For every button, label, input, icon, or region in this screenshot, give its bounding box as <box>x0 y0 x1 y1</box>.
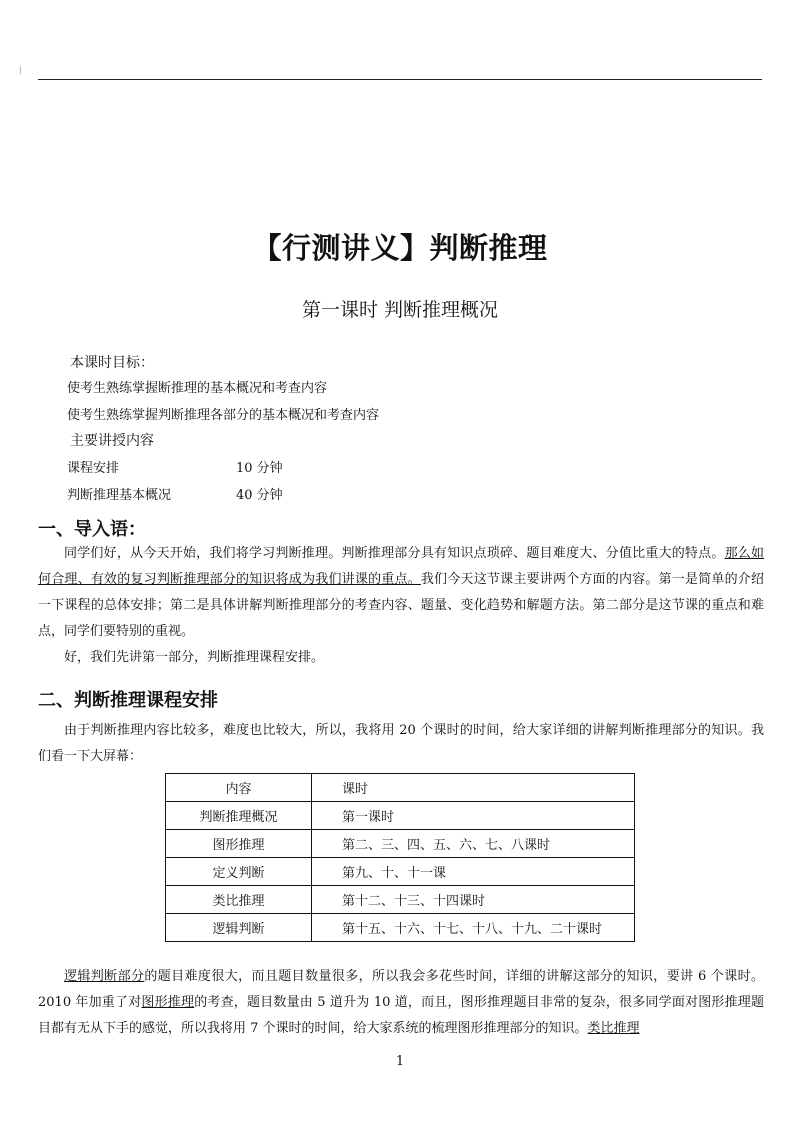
underlined-text: 那么如何合理、有效的复习判断推理部分的知识将成为我们讲课的重点。 <box>38 546 764 587</box>
intro-paragraph <box>38 541 764 645</box>
text-run: 同学们好，从今天开始，我们将学习判断推理。判断推理部分具有知识点琐碎、题目难度大、分值比重大的特点。 <box>64 546 725 561</box>
table-cell: 逻辑判断 <box>166 914 312 942</box>
lesson-subtitle: 第一课时 判断推理概况 <box>301 299 499 321</box>
underlined-text: 类比推理 <box>587 1021 640 1036</box>
course-explanation-paragraph <box>38 964 764 1042</box>
underlined-text: 图形推理 <box>141 995 195 1010</box>
table-cell: 定义判断 <box>166 858 312 886</box>
table-header: 内容 <box>166 774 312 802</box>
text-run: 的题目难度很大，而且题目数量很多，所以我会多花些时间，详细的讲解这部分的知识，要讲 6 个课时。2010 年加重了对 <box>38 969 764 1010</box>
header-rule <box>38 79 762 80</box>
section-heading-schedule: 二、判断推理课程安排 <box>38 690 218 711</box>
intro-paragraphs <box>38 541 764 671</box>
text-run: 我们今天这节课主要讲两个方面的内容。第一是简单的介绍一下课程的总体安排；第二是具体讲解判断推理部分的考查内容、题量、变化趋势和解题方法。第二部分是这节课的重点和难点，同学们要特别的重视。 <box>38 572 764 639</box>
table-row <box>166 914 635 942</box>
schedule-time: 40 分钟 <box>236 488 283 503</box>
schedule-intro <box>38 718 764 770</box>
table-cell: 类比推理 <box>166 886 312 914</box>
intro-paragraph: 好，我们先讲第一部分，判断推理课程安排。 <box>64 650 325 665</box>
schedule-item: 判断推理基本概况 <box>67 488 172 503</box>
table-cell: 第十二、十三、十四课时 <box>312 886 635 914</box>
table-header-row <box>166 774 635 802</box>
table-cell: 第十五、十六、十七、十八、十九、二十课时 <box>312 914 635 942</box>
table-header: 课时 <box>312 774 635 802</box>
text-run: 的考查，题目数量由 5 道升为 10 道，而且，图形推理题目非常的复杂，很多同学面对图形推理题目都有无从下手的感觉，所以我将用 7 个课时的时间，给大家系统的梳理图形推理部分的知识。 <box>38 995 765 1036</box>
table-row <box>166 830 635 858</box>
objective-item: 使考生熟练掌握判断推理各部分的基本概况和考查内容 <box>67 408 380 423</box>
schedule-time: 10 分钟 <box>236 461 283 476</box>
table-row <box>166 886 635 914</box>
objectives-heading: 本课时目标： <box>70 355 154 371</box>
page-number: 1 <box>395 1054 405 1069</box>
table-row <box>166 858 635 886</box>
document-title: 【行测讲义】判断推理 <box>252 231 548 265</box>
margin-mark <box>20 66 21 74</box>
table-cell: 第九、十、十一课 <box>312 858 635 886</box>
schedule-intro-paragraph: 由于判断推理内容比较多，难度也比较大，所以，我将用 20 个课时的时间，给大家详细的讲解判断推理部分的知识。我们看一下大屏幕： <box>38 723 764 764</box>
course-table <box>165 773 635 942</box>
section-heading-intro: 一、导入语： <box>38 519 146 540</box>
table-row <box>166 802 635 830</box>
table-cell: 第二、三、四、五、六、七、八课时 <box>312 830 635 858</box>
table-cell: 第一课时 <box>312 802 635 830</box>
schedule-item: 课程安排 <box>67 461 120 476</box>
main-content-heading: 主要讲授内容 <box>70 433 154 449</box>
objective-item: 使考生熟练掌握断推理的基本概况和考查内容 <box>67 381 328 396</box>
course-explanation <box>38 964 764 1042</box>
underlined-text: 逻辑判断部分 <box>64 969 145 984</box>
table-cell: 判断推理概况 <box>166 802 312 830</box>
table-cell: 图形推理 <box>166 830 312 858</box>
